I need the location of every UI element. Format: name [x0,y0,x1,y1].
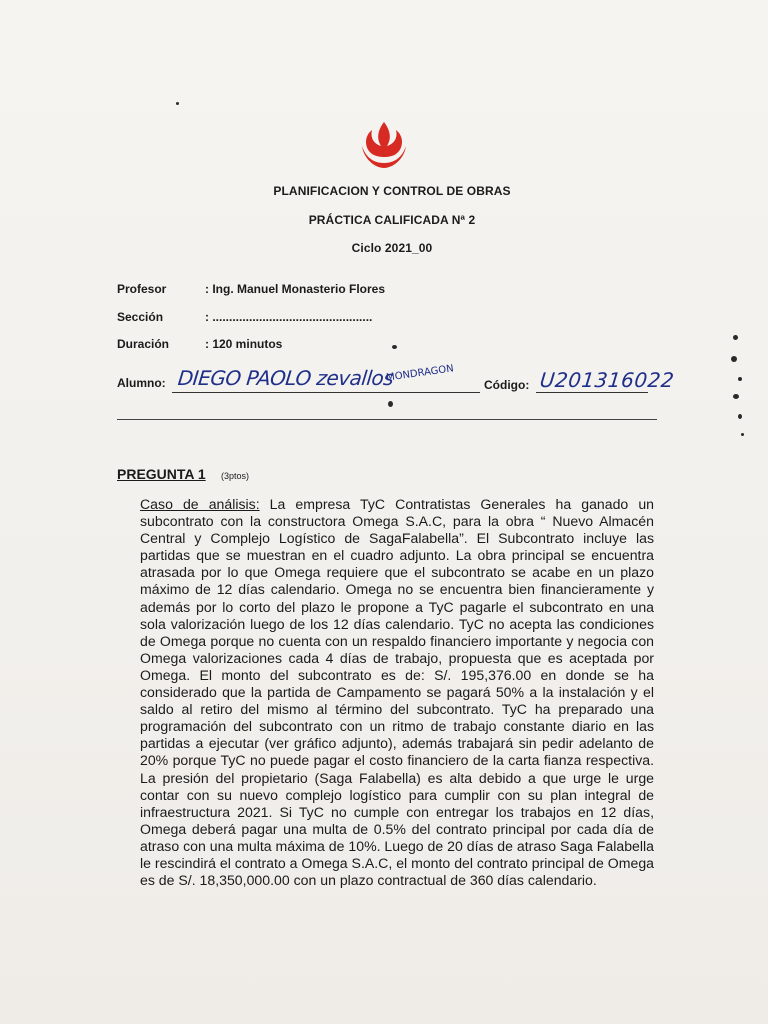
alumno-handwritten-name: DIEGO PAOLO zevallos [176,366,395,390]
seccion-value: : ................................................ [205,310,373,324]
codigo-label: Código: [484,378,530,392]
scan-speck [738,377,742,381]
codigo-underline [536,392,648,393]
profesor-label: Profesor [117,282,167,296]
duracion-label: Duración [117,337,170,351]
scan-speck [738,414,742,419]
scan-speck [176,102,179,105]
duracion-value: : 120 minutos [205,337,283,351]
question-body [140,496,654,889]
case-text: La empresa TyC Contratistas Generales ha ganado un subcontrato con la constructora Omega S.A.C, para la obra “ Nuevo Almacén Central y Complejo Logístico de SagaFalabella”. El Subcontrato incluye las partidas que se muestran en el cuadro adjunto. La obra principal se encuentra atrasada por lo que Omega requiere que el subcontrato se acabe en un plazo máximo de 12 días calendario. Omega no se encuentra bien financieramente y además por lo corto del plazo le propone a TyC pagarle el subcontrato en una sola valorización luego de los 12 días calendario. TyC no acepta las condiciones de Omega porque no cuenta con un respaldo financiero importante y negocia con Omega valorizaciones cada 4 días de trabajo, propuesta que es aceptada por Omega. El monto del subcontrato es de: S/. 195,376.00 en donde se ha considerado que la partida de Campamento se pagará 50% a la instalación y el saldo al retiro del mismo al término del subcontrato. TyC ha preparado una programación del subcontrato con un ritmo de trabajo constante diario en las partidas a ejecutar (ver gráfico adjunto), además trabajará sin pedir adelanto de 20% porque TyC no puede pagar el costo financiero de la carta fianza respectiva. La presión del propietario (Saga Falabella) es alta debido a que urge le urge contar con su nuevo complejo logístico para cumplir con su plan integral de infraestructura 2021. Si TyC no cumple con entregar los trabajos en 12 días, Omega deberá pagar una multa de 0.5% del contrato principal por cada día de atraso con una multa máxima de 10%. Luego de 20 días de atraso Saga Falabella le rescindirá el contrato a Omega S.A.C, el monto del contrato principal de Omega es de S/. 18,350,000.00 con un plazo contractual de 360 días calendario. [140,496,655,889]
scan-speck [733,335,738,340]
course-title: PLANIFICACION Y CONTROL DE OBRAS [273,184,511,198]
university-logo [354,116,414,172]
separator-line [117,419,657,420]
profesor-value: : Ing. Manuel Monasterio Flores [205,282,386,296]
cycle-title: Ciclo 2021_00 [351,241,433,255]
scan-speck [392,345,397,349]
exam-title: PRÁCTICA CALIFICADA Nª 2 [308,213,476,227]
codigo-handwritten-value: U201316022 [538,368,676,392]
question-title: PREGUNTA 1 [117,466,206,482]
alumno-handwritten-surname: MONDRAGON [385,363,455,384]
case-label: Caso de análisis: [140,496,260,512]
scan-speck [741,433,744,436]
scan-speck [733,394,739,399]
question-points: (3ptos) [221,471,250,481]
alumno-underline [172,392,480,393]
scan-speck [731,356,737,362]
scan-speck [388,401,393,407]
seccion-label: Sección [117,310,164,324]
alumno-label: Alumno: [117,376,166,390]
